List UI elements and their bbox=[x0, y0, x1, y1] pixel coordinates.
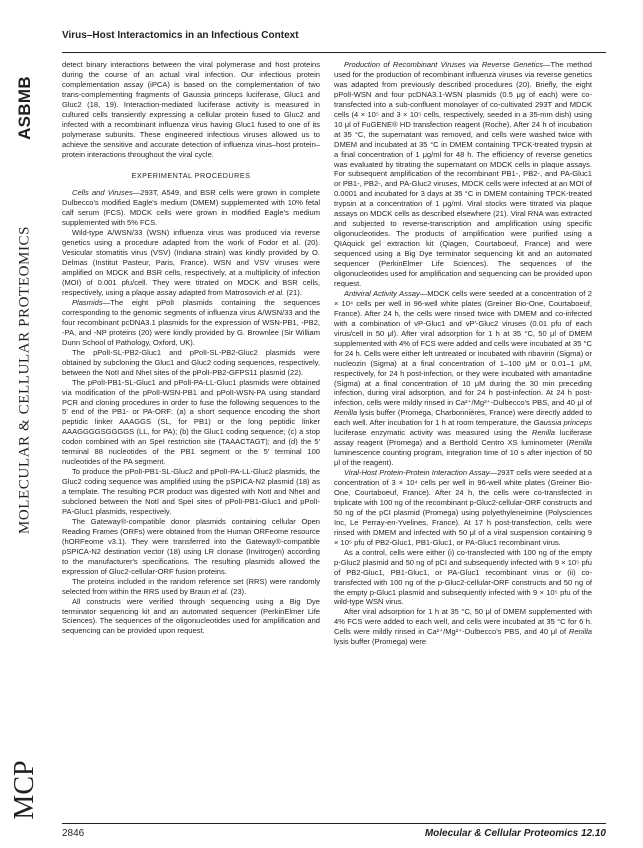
asbmb-logo: ASBMB bbox=[15, 76, 34, 140]
subheading-antiviral: Antiviral Activity Assay bbox=[344, 288, 420, 298]
paragraph-pb2: The pPolI-SL-PB2-Gluc1 and pPolI-SL-PB2-Gluc2 plasmids were obtained by subcloning the Gluc1 and Gluc2 coding sequences, respectively, between the NotI and NheI sites of the pPolI-PB2-GFPS11 plasmid (22). bbox=[62, 347, 320, 377]
section-heading: EXPERIMENTAL PROCEDURES bbox=[131, 170, 251, 180]
subheading-recombinant-viruses: Production of Recombinant Viruses via Reverse Genetics bbox=[344, 60, 543, 69]
journal-name-vertical: MOLECULAR & CELLULAR PROTEOMICS bbox=[16, 225, 33, 535]
subheading-cells-viruses: Cells and Viruses bbox=[72, 188, 133, 198]
subheading-virus-host-ppi: Viral-Host Protein-Protein Interaction Assay bbox=[344, 468, 490, 478]
left-column bbox=[62, 60, 320, 816]
footer-rule bbox=[62, 823, 606, 824]
paragraph-recombinant-viruses: Production of Recombinant Viruses via Reverse Genetics—The method used for the production of recombinant influenza viruses via reverse genetics was adapted from previously described procedures (20). Briefly, the eight pPolI-WSN and four pcDNA3.1-WSN plasmids (0.5 μg of each) were co-transfected into a sub-confluent monolayer of co-cultivated 293T and MDCK cells (4 × 10⁵ and 3 × 10⁵ cells, respectively, seeded in a 35-mm dish) using 10 μl of FuGENE® HD transfection reagent (Roche). After 24 h of incubation at 35 °C, the supernatant was removed, and cells were washed twice with DMEM and incubated at 35 °C in DMEM containing TPCK-treated trypsin at a final concentration of 1 μg/ml for 48 h. The efficiency of reverse genetics was evaluated by titrating the supernatant on MDCK cells in plaque assays. For subsequent amplification of the recombinant PB1-, PB2-, and PA-Gluc1 or PB1-, PB2-, and PA-Gluc2 viruses, MDCK cells were infected at an MOI of 0.0001 and incubated for 3 days at 35 °C in DMEM containing TPCK-treated trypsin at a concentration of 1 μg/ml. Viral stocks were titrated via plaque assays on MDCK cells as described elsewhere (21). Viral RNA was extracted and subjected to reverse-transcription and amplification using specific oligonucleotides. The products of amplification were purified using a QIAquick gel extraction kit (Qiagen, Courtaboeuf, France) and were sequenced using a Big Dye terminator sequencing kit and an automated sequencer (PerkinElmer Life Sciences). The sequences of the oligonucleotides used for amplification and sequencing can be provided upon request. bbox=[334, 60, 592, 288]
paragraph-produce: To produce the pPolI-PB1-SL-Gluc2 and pPolI-PA-LL-Gluc2 plasmids, the Gluc2 coding sequence was amplified using the pSPICA-N2 plasmid (18) as a template. The resulting PCR product was digested with NotI and NheI and subcloned between the NotI and SpeI sites of pPolI-PB1-Gluc1 and pPolI-PA-Gluc1 plasmids, respectively. bbox=[62, 467, 320, 516]
paragraph-plasmids: Plasmids—The eight pPolI plasmids containing the sequences corresponding to the genomic segments of influenza virus A/WSN/33 and the four recombinant pcDNA3.1 plasmids for the expression of WSN-PB1, -PB2, -PA, and -NP proteins (20) were kindly provided by G. Brownlee (Sir William Dunn School of Pathology, Oxford, UK). bbox=[62, 297, 320, 347]
journal-sidebar bbox=[3, 0, 47, 848]
header-rule bbox=[62, 52, 606, 53]
paragraph-virus-host-ppi: Viral-Host Protein-Protein Interaction Assay—293T cells were seeded at a concentration of 3 × 10⁴ cells per well in 96-well white plates (Greiner Bio-One, Courtaboeuf, France). After 24 h, the cells were co-transfected in triplicate with 100 ng of the recombinant p-Gluc2-cellular-ORF constructs and 50 ng of the pCI plasmid (Promega) using polyethyleneimine (Polysciences Inc, Le Perray-en-Yvelines, France). At 17 h post-transfection, cells were rinsed with DMEM and infected with 50 μl of a viral suspension containing 9 × 10⁵ pfu of PB2-Gluc1, PB1-Gluc1, or PA-Gluc1 recombinant virus. bbox=[334, 468, 592, 547]
paragraph-pb1: The pPolI-PB1-SL-Gluc1 and pPolI-PA-LL-Gluc1 plasmids were obtained via modification of the pPolI-WSN-PB1 and pPolI-WSN-PA using standard PCR and cloning procedures in order to fuse the following sequences to the 5′ end of the PB1- or PA-ORF: (a) a short sequence encoding the short peptidic linker AAAGGS (SL, for PB1) or the long peptidic linker AAAGGGGSGGGGS (LL, for PA); (b) the Gluc1 coding sequence; (c) a stop codon combined with an SpeI restriction site (TAAACTAGT); and (d) the 5′ terminal 88 nucleotides of the PB1 segment or the 5′ terminal 100 nucleotides of the PA segment. bbox=[62, 377, 320, 467]
paragraph-control: As a control, cells were either (i) co-transfected with 100 ng of the empty p-Gluc2 plasmid and 50 ng of pCI and subsequently infected with 9 × 10⁵ pfu of PB2-Gluc1, PB1-Gluc1, or PA-Gluc1 recombinant virus or (ii) co-transfected with 100 ng of the p-Gluc2-cellular-ORF constructs and 50 ng of the empty p-Gluc1 plasmid and subsequently infected with 9 × 10⁵ pfu of the wild-type WSN virus. bbox=[334, 547, 592, 607]
paragraph-rrs: The proteins included in the random reference set (RRS) were randomly selected from within the RRS used by Braun et al. (23). bbox=[62, 576, 320, 596]
journal-citation: Molecular & Cellular Proteomics 12.10 bbox=[424, 828, 606, 839]
paragraph-adsorption: After viral adsorption for 1 h at 35 °C, 50 μl of DMEM supplemented with 4% FCS were added to each well, and cells were incubated at 35 °C for 6 h. Cells were mildly rinsed in Ca²⁺/Mg²⁺-Dulbecco's PBS, and 40 μl of Renilla lysis buffer (Promega) were bbox=[334, 607, 592, 647]
right-column bbox=[334, 60, 592, 816]
page-number: 2846 bbox=[62, 828, 85, 839]
subheading-plasmids: Plasmids bbox=[72, 297, 103, 307]
paragraph-antiviral: Antiviral Activity Assay—MDCK cells were seeded at a concentration of 2 × 10⁴ cells per well in 96-well white plates (Greiner Bio-One, Courtaboeuf, France). After 24 h, the cells were rinsed twice with DMEM and co-infected with a combination of vP-Gluc1 and vP′-Gluc2 viruses (0.01 pfu of each virus/cell in 50 μl). After viral adsorption for 1 h at 35 °C, 50 μl of DMEM supplemented with 4% of FCS were added and cells were incubated at 35 °C for 24 h. Cells were either left untreated or incubated with ribavirin (Sigma) or nucleozin (Sigma) at a final concentration of 1–100 μM or 0.01–1 μM, respectively, for 24 h post-infection, or they were incubated with amantadine (Sigma) at a final concentration of 10 μM during the 30 min preceding infection, during viral adsorption, and for 24 h post-infection. At 24 h post-infection, cells were mildly rinsed in Ca²⁺/Mg²⁺-Dulbecco's PBS, and 40 μl of Renilla lysis buffer (Promega, Charbonnières, France) were directly added to each well. After incubation for 1 h at room temperature, the Gaussia princeps luciferase enzymatic activity was measured using the Renilla luciferase assay reagent (Promega) and a Berthold Centro XS luminometer (Renilla luminescence counting program, integration time of 10 s after injection of 50 μl of the reagent). bbox=[334, 288, 592, 468]
mcp-logo: MCP bbox=[9, 760, 40, 820]
running-title: Virus–Host Interactomics in an Infectious Context bbox=[62, 30, 299, 41]
intro-paragraph: detect binary interactions between the viral polymerase and host proteins during the course of an actual viral infection. Our infectious protein complementation assay (iPCA) is based on the complementation of two trans-complementing fragments of Gaussia princeps luciferase, Gluc1 and Gluc2 (18, 19). Interaction-mediated luciferase activity is measured in cultured cells transiently expressing a cellular protein fused to Gluc2 and infected with a recombinant influenza virus having Gluc1 fused to one of its polymerase subunits. These engineered infectious viruses allowed us to achieve the sensitive and accurate detection of influenza virus–host protein–protein interactions throughout the viral cycle. bbox=[62, 60, 320, 159]
paragraph-cells-viruses: Cells and Viruses—293T, A549, and BSR cells were grown in complete Dulbecco's modified Eagle's medium (DMEM) supplemented with 10% fetal calf serum (FCS). MDCK cells were grown in modified Eagle's medium supplemented with 5% FCS. bbox=[62, 188, 320, 228]
paragraph-gateway: The Gateway®-compatible donor plasmids containing cellular Open Reading Frames (ORFs) were obtained from the Human ORFeome resource (hORFeome v3.1). They were transferred into the Gateway®-compatible pSPICA-N2 destination vector (18) using LR clonase (Invitrogen) according to the manufacturer's specifications. The resulting plasmids allowed the expression of Gluc2-cellular-ORF fusion proteins. bbox=[62, 516, 320, 576]
paragraph-constructs: All constructs were verified through sequencing using a Big Dye terminator sequencing kit and an automated sequencer (PerkinElmer Life Sciences). The sequences of the oligonucleotides used for amplification and sequencing can be provided upon request. bbox=[62, 596, 320, 636]
paragraph-wsn: Wild-type A/WSN/33 (WSN) influenza virus was produced via reverse genetics using a procedure adapted from the work of Fodor et al. (20). Vesicular stomatitis virus (VSV) (Indiana strain) was kindly provided by O. Delmas (Institut Pasteur, Paris, France). WSN and VSV viruses were amplified on MDCK and BSR cells, respectively, at a multiplicity of infection (MOI) of 0.001 pfu/cell. They were titrated on MDCK and BSR cells, respectively, using a plaque assay adapted from Matrosovich et al. (21). bbox=[62, 228, 320, 298]
